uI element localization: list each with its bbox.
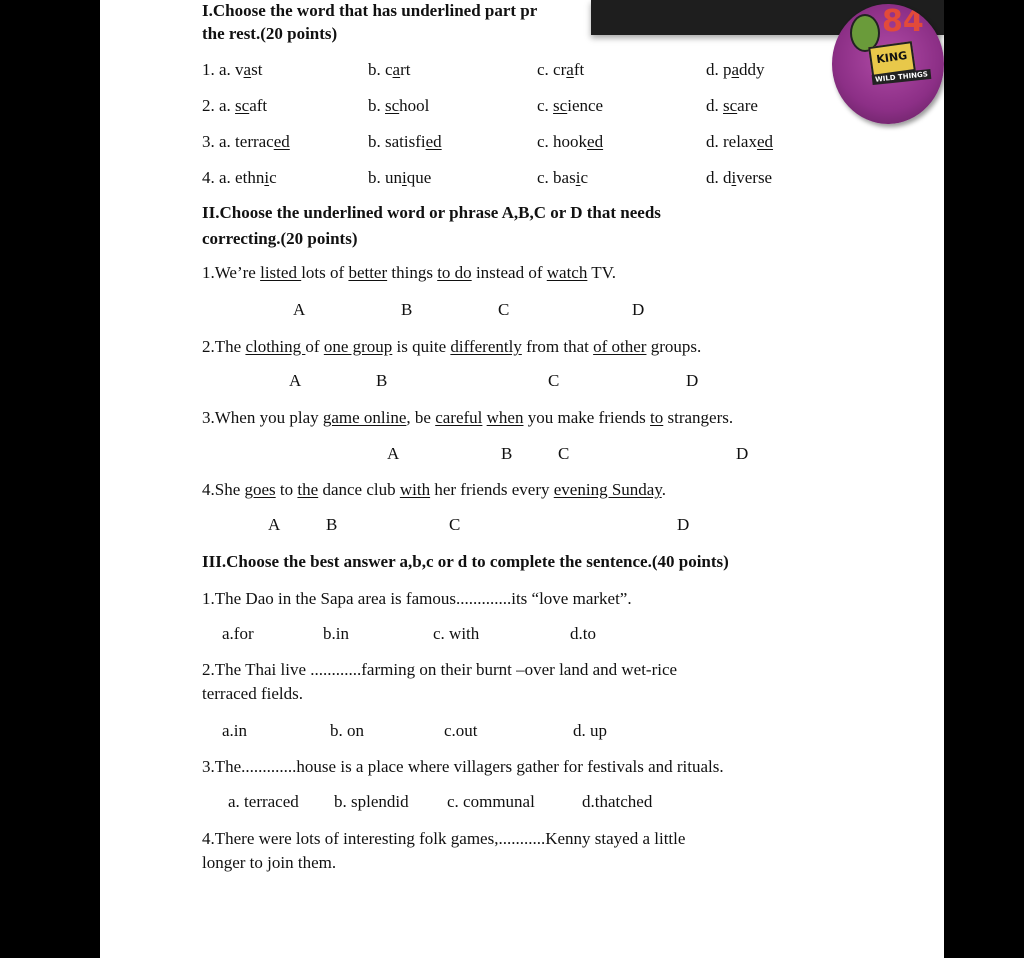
answer-option: d. up bbox=[573, 721, 607, 740]
option-2-1 bbox=[368, 132, 442, 152]
question-sentence bbox=[202, 337, 701, 357]
option-1-1 bbox=[368, 96, 429, 116]
answer-letter: A bbox=[293, 300, 306, 319]
answer-letter: C bbox=[498, 300, 510, 319]
text-segment: b. c bbox=[368, 60, 393, 79]
underlined-part: i bbox=[575, 168, 581, 187]
part1-title: I.Choose the word that has underlined part pr bbox=[202, 1, 538, 20]
underlined-part: evening Sunday bbox=[553, 480, 662, 499]
part2-title: II.Choose the underlined word or phrase A,B,C or D that needs bbox=[202, 203, 661, 222]
answer-letter: C bbox=[449, 515, 461, 534]
text-segment: c. bbox=[537, 96, 554, 115]
option-2-3 bbox=[706, 132, 773, 152]
option-3-1 bbox=[368, 168, 431, 188]
question-text: 1.The Dao in the Sapa area is famous.............its “love market”. bbox=[202, 589, 632, 608]
underlined-part: differently bbox=[450, 337, 522, 356]
question-text: terraced fields. bbox=[202, 684, 303, 703]
underlined-part: sc bbox=[553, 96, 568, 115]
underlined-part: to bbox=[650, 408, 664, 427]
option-3-2 bbox=[537, 168, 588, 188]
text-segment: things bbox=[387, 263, 438, 282]
underlined-part: better bbox=[348, 263, 388, 282]
answer-option: c. communal bbox=[447, 792, 535, 811]
underlined-part: ed bbox=[756, 132, 774, 151]
option-2-2 bbox=[537, 132, 603, 152]
text-segment: 2. a. bbox=[202, 96, 236, 115]
answer-letter: D bbox=[677, 515, 690, 534]
question-sentence bbox=[202, 480, 666, 500]
question-sentence bbox=[202, 408, 733, 428]
text-segment: d. p bbox=[706, 60, 732, 79]
underlined-part: with bbox=[399, 480, 431, 499]
question-text: longer to join them. bbox=[202, 853, 337, 872]
text-segment: aft bbox=[249, 96, 268, 115]
underlined-part: a bbox=[731, 60, 740, 79]
text-segment: d. relax bbox=[706, 132, 757, 151]
underlined-part: ed bbox=[425, 132, 442, 151]
text-segment: ft bbox=[573, 60, 585, 79]
option-0-3 bbox=[706, 60, 765, 80]
text-segment: ddy bbox=[739, 60, 765, 79]
text-segment: b. un bbox=[368, 168, 402, 187]
text-segment: c. hook bbox=[537, 132, 588, 151]
underlined-part: a bbox=[243, 60, 252, 79]
answer-option: c.out bbox=[444, 721, 478, 740]
underlined-part: to do bbox=[437, 263, 472, 282]
answer-option: b.in bbox=[323, 624, 349, 643]
answer-option: a. terraced bbox=[228, 792, 299, 811]
answer-option: b. splendid bbox=[334, 792, 409, 811]
question-text: 2.The Thai live ............farming on their burnt –over land and wet-rice bbox=[202, 660, 678, 679]
underlined-part: watch bbox=[546, 263, 588, 282]
text-segment: . bbox=[661, 480, 666, 499]
answer-letter: D bbox=[686, 371, 699, 390]
option-0-1 bbox=[368, 60, 410, 80]
option-1-0 bbox=[202, 96, 267, 116]
text-segment: c bbox=[580, 168, 588, 187]
question-text: 4.There were lots of interesting folk games,...........Kenny stayed a little bbox=[202, 829, 686, 848]
text-segment: 4.She bbox=[202, 480, 245, 499]
underlined-part: of other bbox=[593, 337, 647, 356]
answer-option: d.thatched bbox=[582, 792, 653, 811]
underlined-part: listed bbox=[260, 263, 302, 282]
text-segment: rt bbox=[400, 60, 411, 79]
text-segment: st bbox=[251, 60, 263, 79]
text-segment: of bbox=[305, 337, 324, 356]
text-segment: 3. a. terrac bbox=[202, 132, 274, 151]
text-segment: lots of bbox=[301, 263, 349, 282]
underlined-part: sc bbox=[723, 96, 738, 115]
option-1-2 bbox=[537, 96, 603, 116]
text-segment: to bbox=[275, 480, 298, 499]
answer-letter: C bbox=[548, 371, 560, 390]
text-segment: , be bbox=[406, 408, 436, 427]
underlined-part: the bbox=[297, 480, 319, 499]
underlined-part: game online bbox=[322, 408, 407, 427]
answer-letter: A bbox=[387, 444, 400, 463]
text-segment: 4. a. ethn bbox=[202, 168, 265, 187]
underlined-part: ed bbox=[587, 132, 604, 151]
sticker-tag: WILD THINGS bbox=[872, 69, 932, 85]
underlined-part: sc bbox=[385, 96, 400, 115]
text-segment: d. d bbox=[706, 168, 732, 187]
text-segment: b. satisfi bbox=[368, 132, 426, 151]
worksheet-page bbox=[100, 0, 944, 958]
answer-option: c. with bbox=[433, 624, 480, 643]
text-segment: b. bbox=[368, 96, 385, 115]
text-segment: are bbox=[737, 96, 758, 115]
answer-letter: B bbox=[401, 300, 413, 319]
underlined-part: i bbox=[264, 168, 270, 187]
text-segment: 1. a. v bbox=[202, 60, 244, 79]
answer-option: d.to bbox=[570, 624, 596, 643]
text-segment: 1.We’re bbox=[202, 263, 261, 282]
text-segment: c. bas bbox=[537, 168, 576, 187]
answer-letter: D bbox=[736, 444, 749, 463]
text-segment: que bbox=[406, 168, 432, 187]
answer-option: b. on bbox=[330, 721, 364, 740]
answer-option: a.in bbox=[222, 721, 248, 740]
text-segment: groups. bbox=[646, 337, 702, 356]
text-segment: TV. bbox=[587, 263, 617, 282]
text-segment: verse bbox=[736, 168, 773, 187]
text-segment: from that bbox=[521, 337, 594, 356]
answer-letter: C bbox=[558, 444, 570, 463]
answer-letter: D bbox=[632, 300, 645, 319]
text-segment: c. cr bbox=[537, 60, 567, 79]
part2-title-cont: correcting.(20 points) bbox=[202, 229, 358, 248]
text-segment: strangers. bbox=[663, 408, 734, 427]
text-segment: ience bbox=[567, 96, 604, 115]
answer-letter: B bbox=[376, 371, 388, 390]
underlined-part: goes bbox=[244, 480, 276, 499]
option-3-3 bbox=[706, 168, 772, 188]
text-segment: hool bbox=[399, 96, 430, 115]
underlined-part: when bbox=[486, 408, 524, 427]
underlined-part: ed bbox=[273, 132, 290, 151]
part3-title: III.Choose the best answer a,b,c or d to complete the sentence.(40 points) bbox=[202, 552, 729, 571]
text-segment: her friends every bbox=[430, 480, 554, 499]
part1-title-cont: the rest.(20 points) bbox=[202, 24, 338, 43]
underlined-part: i bbox=[402, 168, 407, 187]
option-2-0 bbox=[202, 132, 290, 152]
answer-option: a.for bbox=[222, 624, 254, 643]
text-segment: instead of bbox=[471, 263, 547, 282]
answer-letter: B bbox=[326, 515, 338, 534]
answer-letter: A bbox=[268, 515, 281, 534]
text-segment: you make friends bbox=[523, 408, 651, 427]
answer-letter: B bbox=[501, 444, 513, 463]
underlined-part: a bbox=[566, 60, 574, 79]
sticker-number: 84 bbox=[882, 4, 924, 39]
text-segment: c bbox=[269, 168, 277, 187]
question-text: 3.The.............house is a place where villagers gather for festivals and rituals. bbox=[202, 757, 724, 776]
option-0-0 bbox=[202, 60, 262, 80]
king-sticker-image bbox=[832, 4, 944, 124]
option-3-0 bbox=[202, 168, 277, 188]
underlined-part: careful bbox=[435, 408, 483, 427]
underlined-part: sc bbox=[235, 96, 250, 115]
text-segment: 2.The bbox=[202, 337, 246, 356]
option-0-2 bbox=[537, 60, 584, 80]
underlined-part: i bbox=[731, 168, 737, 187]
underlined-part: a bbox=[392, 60, 401, 79]
text-segment: d. bbox=[706, 96, 723, 115]
underlined-part: one group bbox=[323, 337, 393, 356]
text-segment: 3.When you play bbox=[202, 408, 323, 427]
question-sentence bbox=[202, 263, 616, 283]
underlined-part: clothing bbox=[245, 337, 306, 356]
text-segment: is quite bbox=[392, 337, 451, 356]
answer-letter: A bbox=[289, 371, 302, 390]
option-1-3 bbox=[706, 96, 758, 116]
text-segment: dance club bbox=[318, 480, 400, 499]
crown-label: KING bbox=[868, 41, 916, 77]
